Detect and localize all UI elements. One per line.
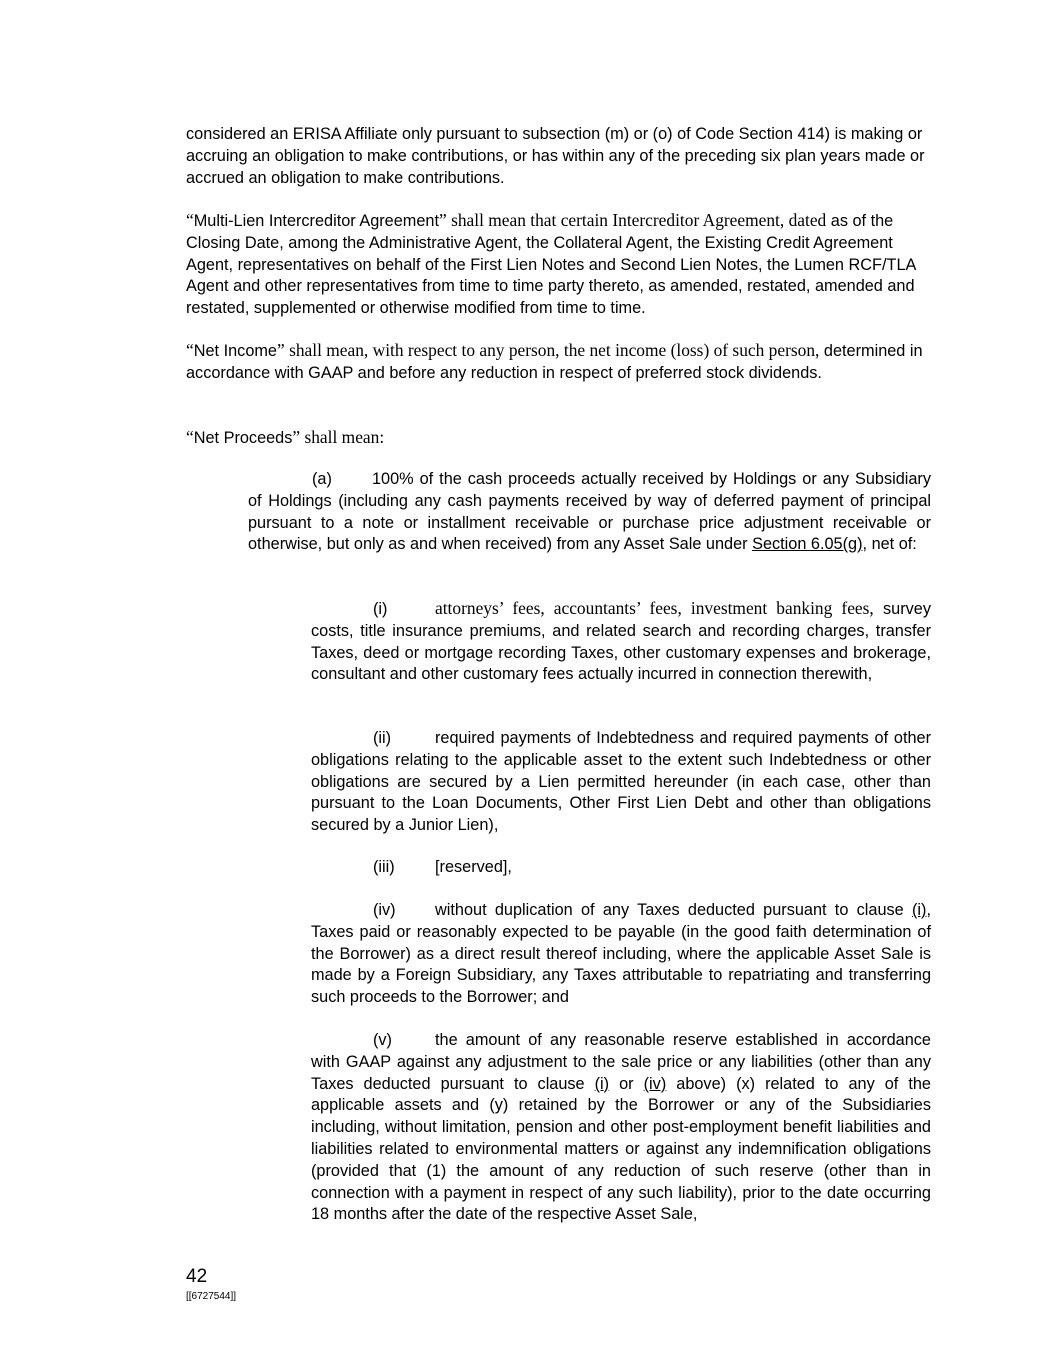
clause-text-end: , Taxes paid or reasonably expected to be payable (in the good faith determination of the Borrower) as a direct result thereof including, where the applicable Asset Sale is made by a Foreign Subsidiary, any Taxes attributable to repatriating and transferring such proceeds to the Borrower; and xyxy=(311,901,931,1007)
clause-text: without duplication of any Taxes deducted pursuant to clause xyxy=(435,901,912,919)
clause-lead-text: attorneys’ fees, accountants’ fees, investment banking fees, xyxy=(435,598,874,618)
definition-lead-text: shall mean: xyxy=(300,427,385,447)
definition-lead-text: shall mean, with respect to any person, the net income (loss) of such person, xyxy=(284,340,820,360)
clause-iv xyxy=(311,900,931,1009)
clause-a xyxy=(248,469,931,556)
definition-body-text: as of the Closing Date, among the Administrative Agent, the Collateral Agent, the Existing Credit Agreement Agent, representatives on behalf of the First Lien Notes and Second Lien Notes, the Lumen RCF/TLA Agent and other representatives from time to time party thereto, as amended, restated, amended and restated, supplemented or otherwise modified from time to time. xyxy=(186,212,916,318)
clause-marker: (ii) xyxy=(373,729,392,747)
clause-iii xyxy=(311,857,931,879)
clause-text-end: above) (x) related to any of the applicable assets and (y) retained by the Borrower or any of the Subsidiaries including, without limitation, pension and other post-employment benefit liabilities and liabilities related to environmental matters or against any indemnification obligations (provided that (1) the amount of any reduction of such reserve (other than in connection with a payment in respect of any such liability), prior to the date occurring 18 months after the date of the respective Asset Sale, xyxy=(311,1074,931,1224)
definition-multi-lien-intercreditor-agreement xyxy=(186,210,931,320)
paragraph-erisa-continuation: considered an ERISA Affiliate only pursuant to subsection (m) or (o) of Code Section 414) is making or accruing an obligation to make contributions, or has within any of the preceding six plan years made or accrued an obligation to make contributions. xyxy=(186,125,925,187)
clause-reference-link[interactable]: (iv) xyxy=(643,1074,667,1093)
defined-term: Multi-Lien Intercreditor Agreement xyxy=(193,212,439,230)
clause-text: 100% of the cash proceeds actually received by Holdings or any Subsidiary of Holdings (including any cash payments received by way of deferred payment of principal pursuant to a note or installment receivable or purchase price adjustment receivable or otherwise, but only as and when received) from any Asset Sale under xyxy=(248,470,931,554)
open-quote: “ xyxy=(186,427,194,447)
clause-marker: (v) xyxy=(373,1031,392,1049)
clause-text: [reserved], xyxy=(435,858,512,876)
section-reference-link[interactable]: Section 6.05(g) xyxy=(752,535,863,554)
clause-ii xyxy=(311,728,931,837)
clause-text: required payments of Indebtedness and required payments of other obligations relating to the applicable asset to the extent such Indebtedness or other obligations are secured by a Lien permitted hereunder (in each case, other than pursuant to the Loan Documents, Other First Lien Debt and other than obligations secured by a Junior Lien), xyxy=(311,729,931,835)
clause-i xyxy=(311,598,931,686)
defined-term: Net Income xyxy=(193,342,277,360)
clause-marker: (iii) xyxy=(373,858,395,876)
open-quote: “ xyxy=(186,340,194,360)
definition-body-text: determined in accordance with GAAP and before any reduction in respect of preferred stock dividends. xyxy=(186,342,923,382)
definition-net-proceeds xyxy=(186,427,931,450)
clause-text: the amount of any reasonable reserve established in accordance with GAAP against any adjustment to the sale price or any liabilities (other than any Taxes deducted pursuant to clause xyxy=(311,1031,931,1093)
page-number: 42 xyxy=(186,1266,208,1287)
clause-text: survey costs, title insurance premiums, and related search and recording charges, transfer Taxes, deed or mortgage recording Taxes, other customary expenses and brokerage, consultant and other customary fees actually incurred in connection therewith, xyxy=(311,600,931,684)
clause-v xyxy=(311,1030,931,1226)
clause-marker: (a) xyxy=(312,470,332,488)
definition-net-income xyxy=(186,340,931,385)
clause-reference-link[interactable]: (i) xyxy=(912,901,927,919)
document-id: [[6727544]] xyxy=(186,1291,237,1302)
clause-text-between: or xyxy=(609,1074,644,1093)
clause-reference-link[interactable]: (i) xyxy=(594,1074,610,1093)
close-quote: ” xyxy=(292,427,301,447)
clause-marker: (iv) xyxy=(373,901,396,919)
defined-term: Net Proceeds xyxy=(193,429,293,447)
clause-marker: (i) xyxy=(373,600,388,618)
definition-lead-text: shall mean that certain Intercreditor Agreement, dated xyxy=(446,210,827,230)
open-quote: “ xyxy=(186,210,194,230)
close-quote: ” xyxy=(277,340,285,360)
close-quote: ” xyxy=(438,210,447,230)
clause-text-end: , net of: xyxy=(862,535,917,554)
